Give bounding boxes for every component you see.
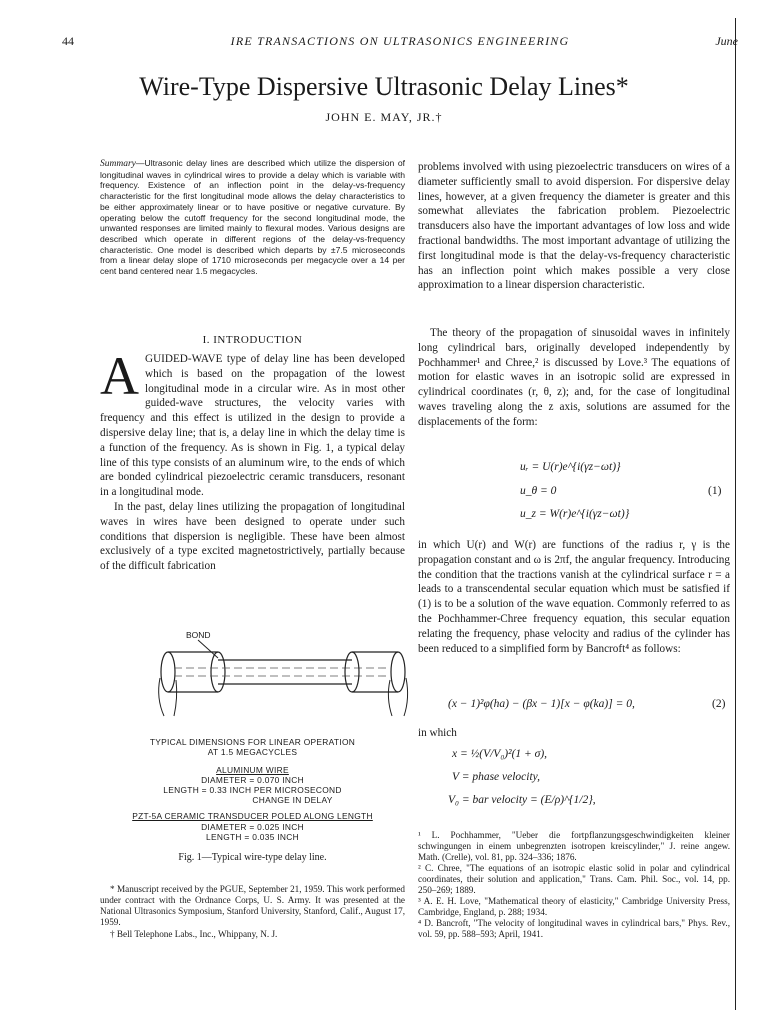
right-bond-ring [345, 652, 359, 692]
manuscript-footnote: * Manuscript received by the PGUE, September 21, 1959. This work performed under contract with the Ordnance Corps, U. S. Army. It was presented at the National Ultrasonics Symposium, Stanford University, Stanford, Calif., August 17, 1959. [100, 884, 405, 927]
right-lead-2 [404, 678, 408, 716]
right-paragraph-2: The theory of the propagation of sinusoidal waves in infinitely long cylindrical bars, originally developed independently by Pochhammer¹ and Chree,² is discussed by Love.³ The equations of motion for elastic waves in an isotropic solid are expressed in cylindrical coordinates (r, θ, z); and, for the case of longitudinal waves traveling along the z axis, solutions are assumed for the displacements of the form: [418, 327, 730, 428]
definition-x: x = ½(V/V₀)²(1 + σ), [452, 748, 548, 760]
left-lead-1 [159, 678, 164, 716]
section-heading: I. INTRODUCTION [202, 334, 303, 346]
summary-label: Summary [100, 159, 136, 169]
pzt-diameter: DIAMETER = 0.025 INCH [201, 822, 304, 832]
bond-leader-line [198, 640, 218, 658]
delay-line-figure [140, 628, 420, 738]
dims-heading: TYPICAL DIMENSIONS FOR LINEAR OPERATION [149, 737, 356, 747]
right-transducer-end [391, 652, 405, 692]
footnote-3: ³ A. E. H. Love, "Mathematical theory of elasticity," Cambridge University Press, Cambridge, England, p. 288; 1934. [418, 896, 730, 917]
left-lead-2 [174, 680, 177, 716]
summary-text: —Ultrasonic delay lines are described which utilize the dispersion of longitudinal waves in cylindrical wires to provide a delay which is variable with frequency. Existence of an inflection point in the delay-vs-frequency characteristic for the first longitudinal mode allows the delay characteristics to be either approximately linear or to have positive or negative curvature. By operating below the cutoff frequency for the second longitudinal mode, the unwanted responses are limited mainly to flexural modes. Various designs are described which operate in different regions of the delay-vs-frequency characteristic. One model is described which departs by ±7.5 microseconds from a linear delay slope of 1710 microseconds per megacycle over a 14 per cent band centered near 1.5 megacycles. [100, 158, 405, 277]
equation-2-number: (2) [712, 698, 726, 710]
definition-v0: V₀ = bar velocity = (E/ρ)^{1/2}, [448, 794, 596, 806]
wire-diameter: DIAMETER = 0.070 INCH [201, 775, 304, 785]
running-header [62, 34, 738, 54]
wire-heading: ALUMINUM WIRE [216, 765, 289, 775]
equation-2: (x − 1)²φ(ha) − (βx − 1)[x − φ(ka)] = 0, [448, 698, 635, 710]
journal-name: IRE TRANSACTIONS ON ULTRASONICS ENGINEERING [230, 34, 570, 48]
equation-1b: u_θ = 0 [520, 485, 557, 497]
right-paragraph-3: in which U(r) and W(r) are functions of the radius r, γ is the propagation constant and ω is 2πf, the angular frequency. Introducing the condition that the tractions vanish at the cylindrical surface r = a leads to a transcendental secular equation which must be satisfied if (1) is to be a solution of the wave equation. Commonly referred to as the Pochhammer-Chree frequency equation, this secular equation relating the frequency, phase velocity and radius of the cylinder has been reduced to a simplified form by Bancroft⁴ as follows: [418, 539, 730, 655]
pzt-heading: PZT-5A CERAMIC TRANSDUCER POLED ALONG LENGTH [132, 811, 373, 821]
author-line: JOHN E. MAY, JR.† [325, 110, 443, 124]
equation-1c: u_z = W(r)e^{i(γz−ωt)} [520, 508, 630, 520]
footnote-4: ⁴ D. Bancroft, "The velocity of longitudinal waves in cylindrical bars," Phys. Rev., vol. 59, pp. 588–593; April, 1941. [418, 918, 730, 939]
affiliation-footnote: † Bell Telephone Labs., Inc., Whippany, N. J. [110, 929, 278, 939]
in-which-label: in which [418, 727, 457, 739]
page-edge-rule [735, 18, 736, 1010]
wire-length: LENGTH = 0.33 INCH PER MICROSECOND [163, 785, 342, 795]
pzt-length: LENGTH = 0.035 INCH [206, 832, 299, 842]
article-title: Wire-Type Dispersive Ultrasonic Delay Lines* [139, 72, 629, 101]
right-lead-1 [388, 680, 392, 716]
equation-1-number: (1) [708, 485, 722, 497]
equation-1a: uᵣ = U(r)e^{i(γz−ωt)} [520, 461, 621, 473]
intro-paragraph-1: GUIDED-WAVE type of delay line has been developed which is based on the propagation of the lowest longitudinal mode in a circular wire. As in most other guided-wave structures, the velocity varies with frequency and this effect is utilized in the design to provide a dispersive delay line; that is, a delay line in which the delay time is a function of the frequency. As is shown in Fig. 1, a typical delay line of this type consists of an aluminum wire, to the ends of which are bonded cylindrical piezoelectric ceramic transducers, resonant in a longitudinal mode. [100, 353, 405, 499]
intro-body [100, 346, 405, 574]
figure-caption: Fig. 1—Typical wire-type delay line. [178, 852, 327, 863]
wire-length-cont: CHANGE IN DELAY [252, 795, 333, 805]
bond-label: BOND [186, 630, 211, 640]
drop-cap: A [100, 346, 139, 406]
page-number: 44 [62, 34, 74, 48]
left-transducer-end [161, 652, 175, 692]
footnote-2: ² C. Chree, "The equations of an isotropic elastic solid in polar and cylindrical coordinates, their solution and application," Trans. Cam. Phil. Soc., vol. 14, pp. 250–269; 1889. [418, 863, 730, 895]
dims-subheading: AT 1.5 MEGACYCLES [207, 747, 298, 757]
issue-month: June [715, 34, 738, 48]
definition-v: V = phase velocity, [452, 771, 541, 783]
summary-abstract [100, 158, 405, 277]
intro-paragraph-2: In the past, delay lines utilizing the propagation of longitudinal waves in wires have been designed to operate under such conditions that dispersion is negligible. These have been almost exclusively of a type excited magnetostrictively, partially because of the difficult fabrication [100, 500, 405, 573]
footnote-1: ¹ L. Pochhammer, "Ueber die fortpflanzungsgeschwindigkeiten kleiner schwingungen in einem unbegrenzten isotropen kreiscylinder," J. reine angew. Math. (Crelle), vol. 81, pp. 324–336; 1876. [418, 830, 730, 862]
right-paragraph-1: problems involved with using piezoelectric transducers on wires of a diameter sufficiently small to avoid dispersion. For dispersive delay lines, however, at a given frequency the diameter is greater and this somewhat alleviates the fabrication problem. Piezoelectric transducers also have the important advantages of low loss and wide fractional bandwidths. The most important advantage of utilizing the first longitudinal mode is that the delay-vs-frequency characteristic has an inflection point which makes possible a very close approximation to a linear dispersion characteristic. [418, 161, 730, 292]
